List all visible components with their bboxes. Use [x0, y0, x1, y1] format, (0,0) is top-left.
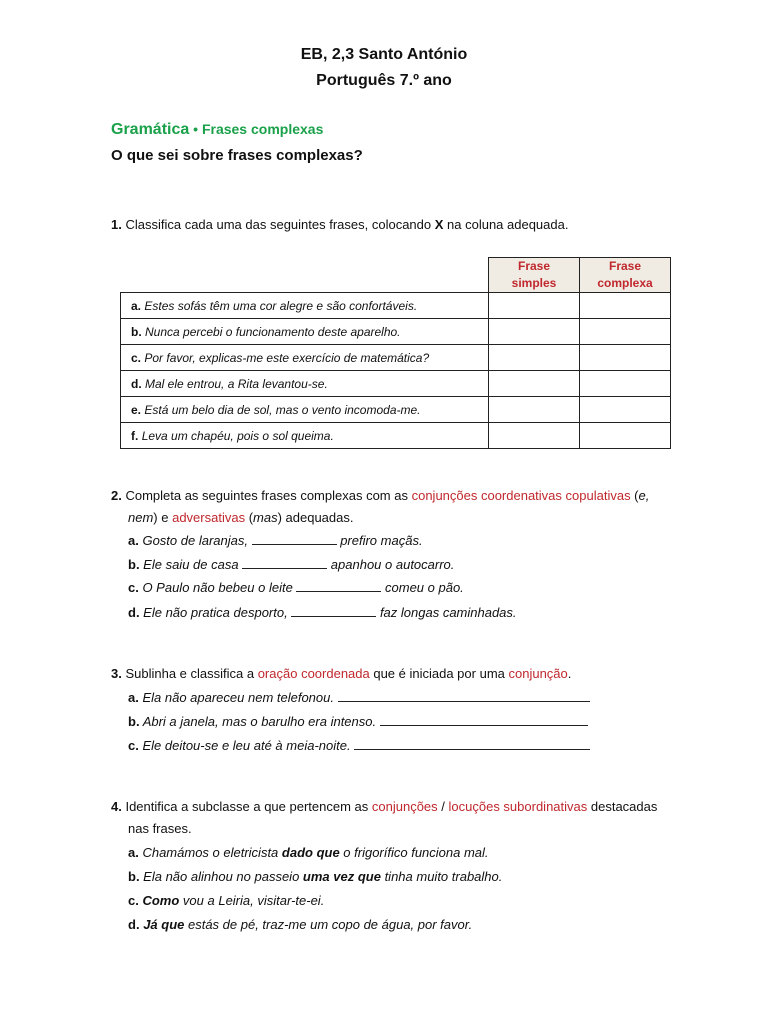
- ex4-text2: destacadas: [587, 799, 658, 814]
- item-text-end: vou a Leiria, visitar-te-ei.: [179, 893, 325, 908]
- complex-answer-cell[interactable]: [580, 319, 671, 345]
- ex3-highlight-oracao: oração coordenada: [257, 666, 370, 681]
- list-item: [128, 557, 454, 572]
- table-row: [121, 397, 671, 423]
- item-text-end: tinha muito trabalho.: [380, 869, 503, 884]
- item-text-end: faz longas caminhadas.: [376, 605, 517, 620]
- item-letter: a.: [128, 533, 139, 548]
- list-item: [128, 533, 423, 548]
- item-text: O Paulo não bebeu o leite: [138, 580, 297, 595]
- ex2-highlight-adversativas: adversativas: [172, 510, 246, 525]
- item-text: Chamámos o eletricista: [138, 845, 282, 860]
- highlighted-connector: uma vez que: [302, 869, 381, 884]
- table-row: [121, 293, 671, 319]
- ex1-text: Classifica cada uma das seguintes frases, colocando: [121, 217, 435, 232]
- answer-blank[interactable]: [338, 690, 590, 702]
- ex4-text: Identifica a subclasse a que pertencem as: [121, 799, 372, 814]
- table-corner: [121, 258, 489, 293]
- simple-answer-cell[interactable]: [489, 345, 580, 371]
- item-text: Abri a janela, mas o barulho era intenso.: [139, 714, 377, 729]
- ex3-number: 3.: [111, 666, 122, 681]
- row-text: Por favor, explicas-me este exercício de matemática?: [144, 350, 430, 365]
- item-text: Ele deitou-se e leu até à meia-noite.: [138, 738, 351, 753]
- ex3-text2: que é iniciada por uma: [369, 666, 509, 681]
- item-letter: d.: [128, 605, 140, 620]
- simple-answer-cell[interactable]: [489, 293, 580, 319]
- ex4-instruction-line2: nas frases.: [128, 821, 192, 836]
- ex1-number: 1.: [111, 217, 122, 232]
- row-letter: a.: [131, 298, 142, 313]
- sentence-cell: [121, 423, 489, 449]
- highlighted-connector: Como: [142, 893, 180, 908]
- list-item: [128, 605, 517, 620]
- ex2-word-e: e,: [638, 488, 650, 503]
- col-simple-header: [489, 258, 580, 293]
- ex3-period: .: [567, 666, 572, 681]
- table-row: [121, 345, 671, 371]
- table-header-row: [121, 258, 671, 293]
- highlighted-connector: dado que: [281, 845, 340, 860]
- row-text: Mal ele entrou, a Rita levantou-se.: [145, 376, 328, 391]
- subject-separator: •: [189, 121, 202, 137]
- item-text: Ela não alinhou no passeio: [139, 869, 303, 884]
- answer-blank[interactable]: [354, 738, 590, 750]
- course-name: Português 7.º ano: [316, 72, 452, 89]
- list-item: [128, 738, 590, 753]
- item-text-end: o frigorífico funciona mal.: [339, 845, 489, 860]
- complex-answer-cell[interactable]: [580, 397, 671, 423]
- ex2-instruction: [111, 488, 649, 503]
- item-letter: c.: [128, 580, 139, 595]
- item-letter: a.: [128, 845, 139, 860]
- item-text: Ele não pratica desporto,: [139, 605, 292, 620]
- col-complex-line2: complexa: [597, 276, 653, 290]
- answer-blank[interactable]: [296, 580, 381, 592]
- item-letter: b.: [128, 557, 140, 572]
- item-letter: d.: [128, 917, 140, 932]
- subject-topic: Frases complexas: [201, 121, 324, 137]
- table-row: [121, 423, 671, 449]
- simple-answer-cell[interactable]: [489, 423, 580, 449]
- simple-answer-cell[interactable]: [489, 319, 580, 345]
- ex3-instruction: [111, 666, 571, 681]
- col-simple-line2: simples: [511, 276, 557, 290]
- col-simple-line1: Frase: [517, 259, 551, 273]
- item-text: Gosto de laranjas,: [138, 533, 252, 548]
- list-item: [128, 580, 464, 595]
- simple-answer-cell[interactable]: [489, 371, 580, 397]
- subject-heading: [111, 121, 323, 139]
- ex2-paren: (: [630, 488, 639, 503]
- sentence-cell: [121, 319, 489, 345]
- ex2-text3: ) adequadas.: [277, 510, 354, 525]
- sentence-cell: [121, 397, 489, 423]
- row-text: Está um belo dia de sol, mas o vento incomoda-me.: [144, 402, 421, 417]
- ex4-number: 4.: [111, 799, 122, 814]
- item-letter: c.: [128, 738, 139, 753]
- item-text-end: estás de pé, traz-me um copo de água, por favor.: [184, 917, 473, 932]
- item-text: Ela não apareceu nem telefonou.: [138, 690, 334, 705]
- complex-answer-cell[interactable]: [580, 345, 671, 371]
- complex-answer-cell[interactable]: [580, 371, 671, 397]
- list-item: [128, 690, 590, 705]
- ex4-highlight-locucoes: locuções subordinativas: [448, 799, 588, 814]
- item-text-end: comeu o pão.: [381, 580, 464, 595]
- answer-blank[interactable]: [291, 605, 376, 617]
- ex2-text: Completa as seguintes frases complexas com as: [121, 488, 412, 503]
- row-letter: d.: [131, 376, 142, 391]
- list-item: [128, 845, 489, 860]
- ex1-mark: X: [434, 217, 444, 232]
- list-item: [128, 869, 502, 884]
- row-letter: b.: [131, 324, 142, 339]
- item-text-end: prefiro maçãs.: [336, 533, 423, 548]
- ex2-word-nem: nem: [128, 510, 154, 525]
- ex2-number: 2.: [111, 488, 122, 503]
- complex-answer-cell[interactable]: [580, 423, 671, 449]
- ex4-instruction: [111, 799, 657, 814]
- ex4-highlight-conjuncoes: conjunções: [371, 799, 438, 814]
- answer-blank[interactable]: [242, 557, 327, 569]
- row-letter: e.: [131, 402, 142, 417]
- header: [0, 42, 768, 94]
- answer-blank[interactable]: [380, 714, 588, 726]
- ex2-instruction-line2: [128, 510, 354, 525]
- ex3-highlight-conjuncao: conjunção: [508, 666, 568, 681]
- row-text: Nunca percebi o funcionamento deste aparelho.: [145, 324, 401, 339]
- list-item: [128, 893, 324, 908]
- highlighted-connector: Já que: [143, 917, 185, 932]
- row-letter: c.: [131, 350, 142, 365]
- complex-answer-cell[interactable]: [580, 293, 671, 319]
- subject-label: Gramática: [111, 121, 190, 138]
- item-text: Ele saiu de casa: [139, 557, 243, 572]
- ex2-word-mas: mas: [253, 510, 278, 525]
- list-item: [128, 917, 472, 932]
- classification-table: [120, 257, 671, 449]
- ex2-text2: ) e: [153, 510, 173, 525]
- ex4-slash: /: [437, 799, 449, 814]
- list-item: [128, 714, 588, 729]
- simple-answer-cell[interactable]: [489, 397, 580, 423]
- item-text-end: apanhou o autocarro.: [327, 557, 455, 572]
- item-letter: b.: [128, 869, 140, 884]
- ex1-instruction: [111, 217, 568, 232]
- row-text: Estes sofás têm uma cor alegre e são confortáveis.: [144, 298, 418, 313]
- col-complex-header: [580, 258, 671, 293]
- sentence-cell: [121, 371, 489, 397]
- item-letter: c.: [128, 893, 139, 908]
- ex3-text: Sublinha e classifica a: [121, 666, 258, 681]
- school-name: EB, 2,3 Santo António: [300, 46, 468, 63]
- col-complex-line1: Frase: [608, 259, 642, 273]
- ex2-highlight-copulativas: conjunções coordenativas copulativas: [411, 488, 631, 503]
- item-letter: b.: [128, 714, 140, 729]
- row-letter: f.: [131, 428, 139, 443]
- table-row: [121, 319, 671, 345]
- ex1-text-end: na coluna adequada.: [443, 217, 569, 232]
- sentence-cell: [121, 293, 489, 319]
- row-text: Leva um chapéu, pois o sol queima.: [141, 428, 334, 443]
- sentence-cell: [121, 345, 489, 371]
- question-title: O que sei sobre frases complexas?: [111, 147, 363, 164]
- table-row: [121, 371, 671, 397]
- item-letter: a.: [128, 690, 139, 705]
- ex2-paren2: (: [245, 510, 254, 525]
- answer-blank[interactable]: [252, 533, 337, 545]
